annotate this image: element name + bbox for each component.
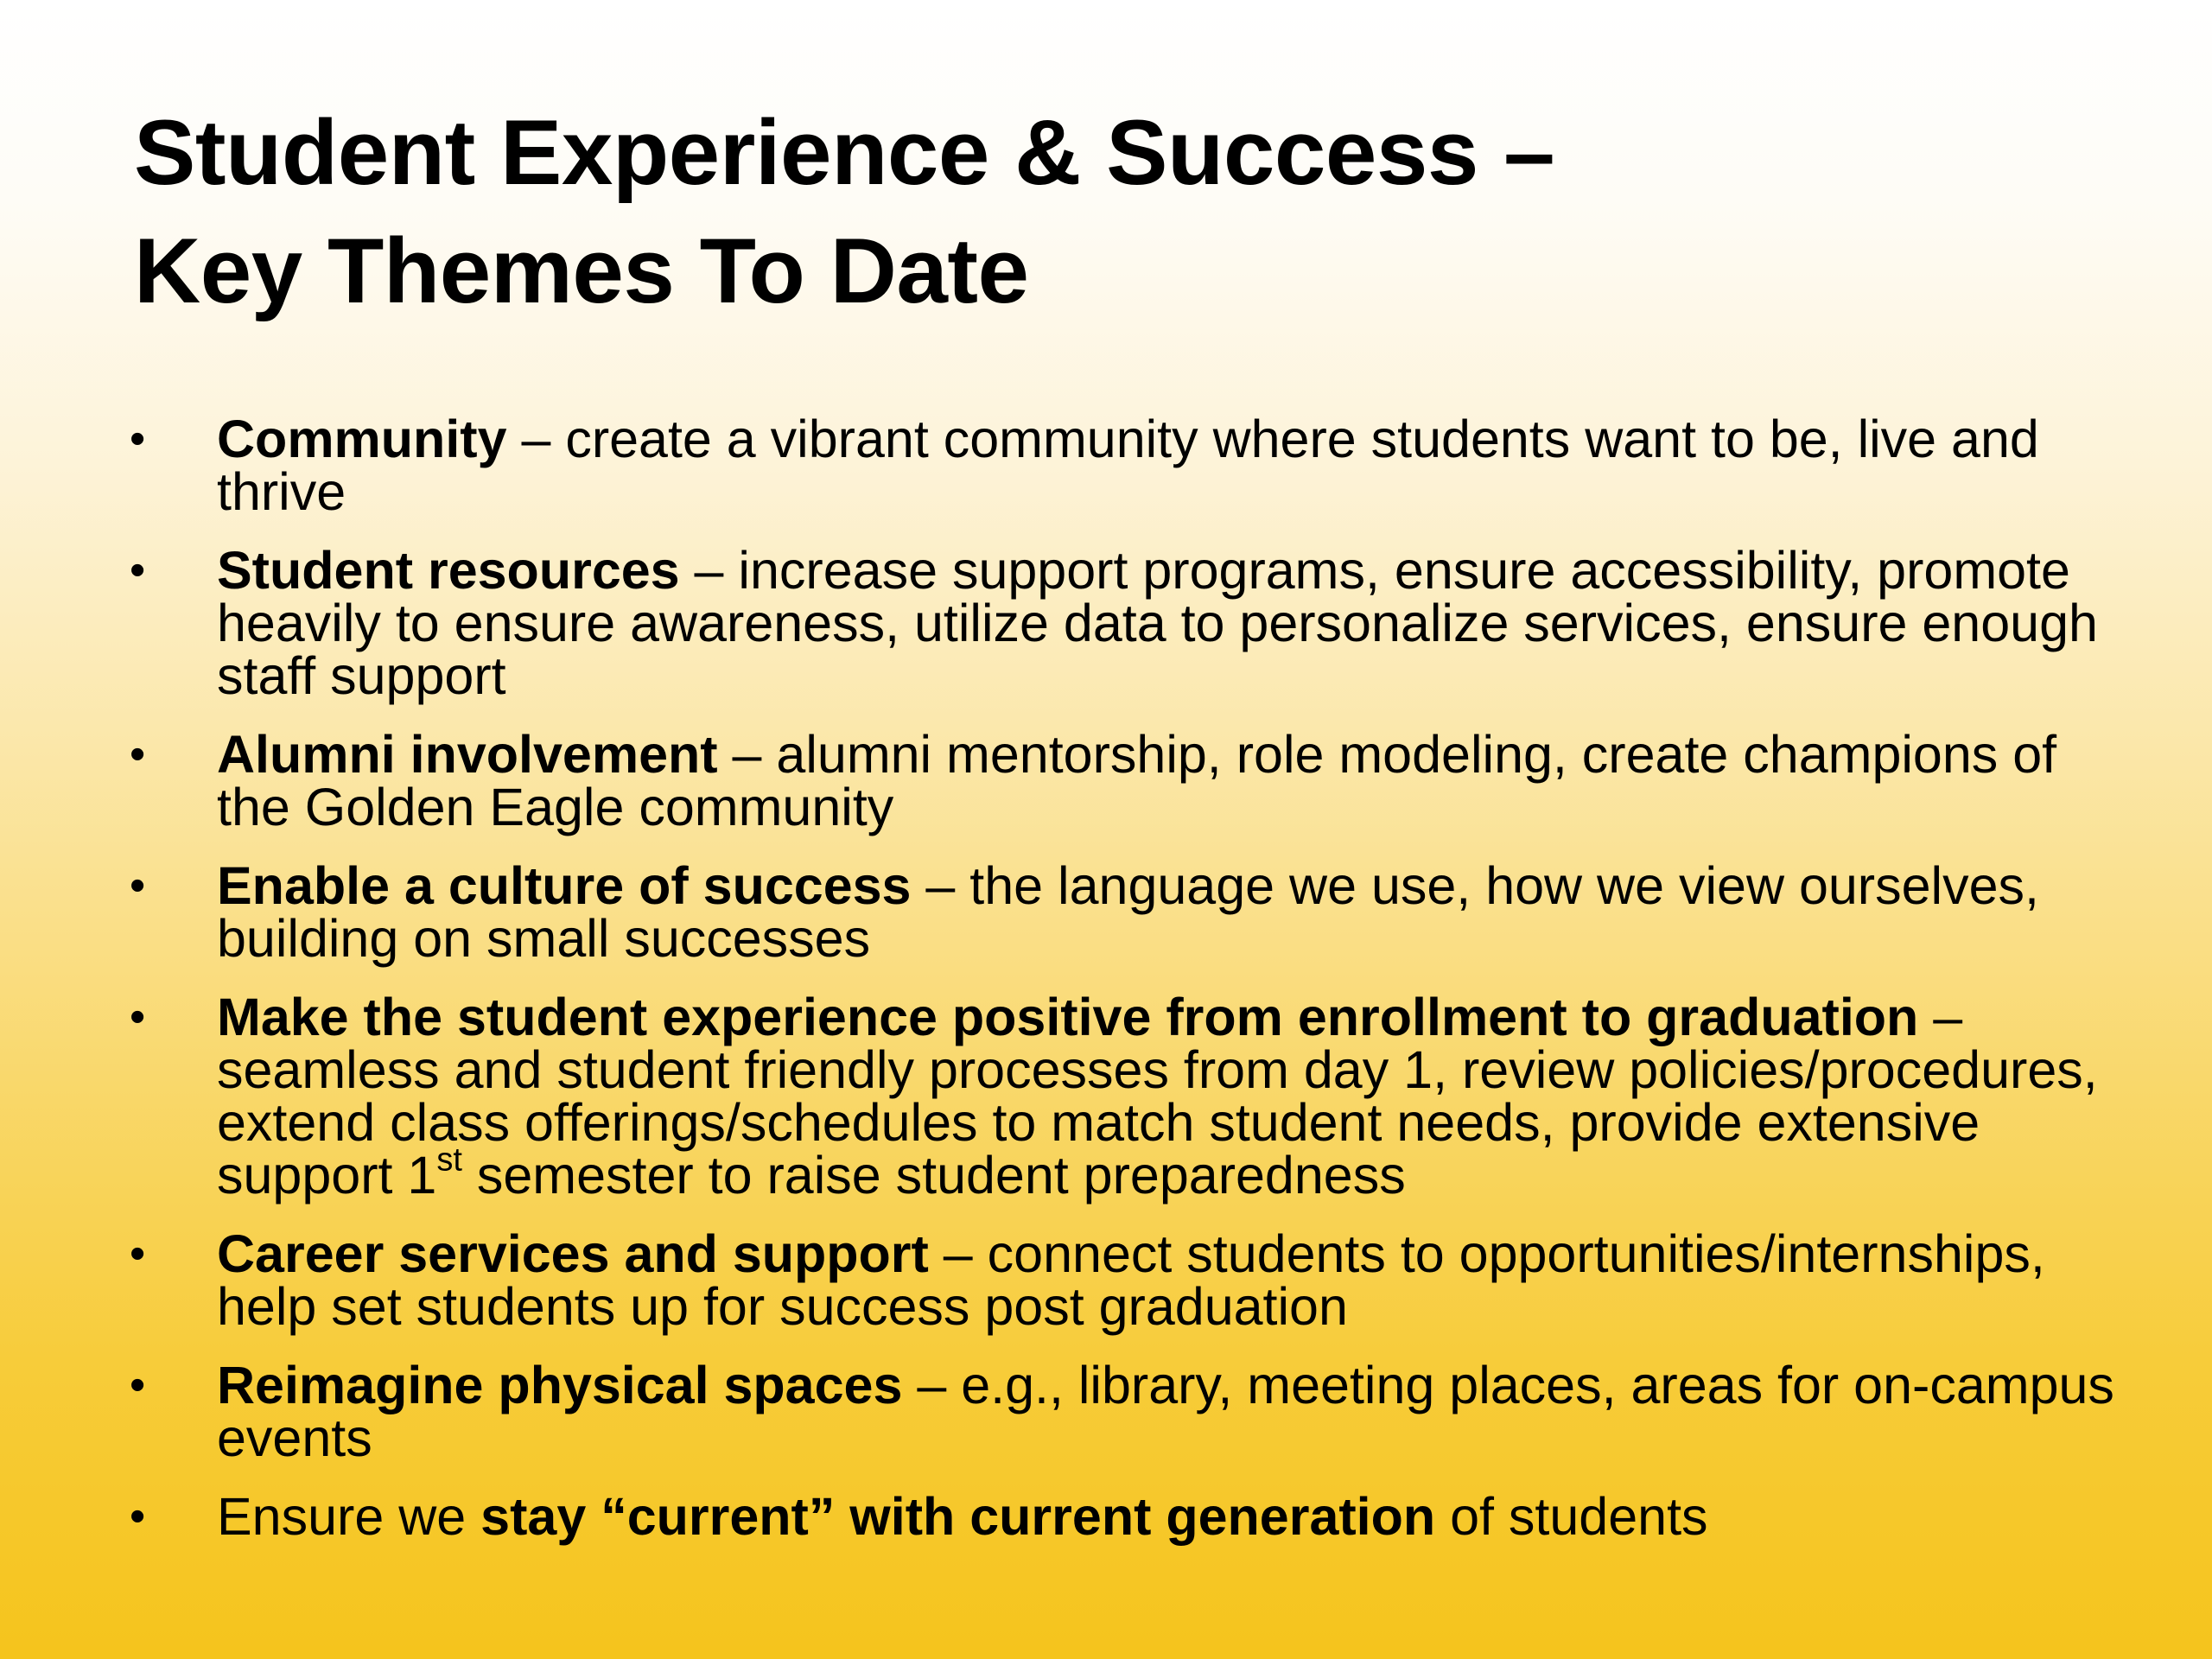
bullet-heading: stay “current” with current generation — [480, 1487, 1436, 1546]
bullet-heading: Community — [217, 410, 507, 468]
bullet-item-stay-current — [130, 1487, 2143, 1546]
bullet-heading: Career services and support — [217, 1224, 929, 1283]
bullet-superscript: st — [436, 1141, 462, 1179]
bullet-text: – create a vibrant community where students want to be, live and thrive — [217, 410, 2039, 521]
bullet-icon: • — [130, 1229, 146, 1279]
bullet-text: – increase support programs, ensure accessibility, promote heavily to ensure awareness, utilize data to personalize services, ensure enough staff support — [217, 541, 2098, 705]
slide-title-line-2: Key Themes To Date — [134, 219, 1029, 322]
bullet-text: of students — [1435, 1487, 1708, 1546]
bullet-text-lead: Ensure we — [217, 1487, 481, 1546]
bullet-icon: • — [130, 414, 146, 464]
bullet-text: – connect students to opportunities/internships, help set students up for success post graduation — [217, 1224, 2045, 1336]
bullet-item-alumni-involvement — [130, 725, 2143, 836]
bullet-text: – alumni mentorship, role modeling, create champions of the Golden Eagle community — [217, 725, 2057, 836]
bullet-heading: Reimagine physical spaces — [217, 1356, 903, 1414]
bullet-heading: Student resources — [217, 541, 680, 600]
slide-title — [134, 93, 2121, 330]
bullet-item-culture-of-success — [130, 856, 2143, 968]
bullet-icon: • — [130, 729, 146, 779]
bullet-item-student-experience — [130, 988, 2143, 1205]
bullet-item-physical-spaces — [130, 1356, 2143, 1467]
bullet-item-community — [130, 410, 2143, 521]
bullet-text: – the language we use, how we view ourselves, building on small successes — [217, 856, 2039, 968]
bullet-heading: Enable a culture of success — [217, 856, 912, 915]
bullet-icon: • — [130, 1491, 146, 1541]
bullet-heading: Make the student experience positive from enrollment to graduation — [217, 988, 1919, 1046]
bullet-icon: • — [130, 1360, 146, 1410]
bullet-heading: Alumni involvement — [217, 725, 718, 784]
bullet-icon: • — [130, 545, 146, 595]
bullet-text: – seamless and student friendly processes from day 1, review policies/procedures, extend class offerings/schedules to match student needs, provide extensive support 1 — [217, 988, 2098, 1205]
bullet-text-continued: semester to raise student preparedness — [461, 1146, 1406, 1205]
bullet-item-career-services — [130, 1224, 2143, 1336]
bullet-list — [130, 410, 2143, 1569]
bullet-item-student-resources — [130, 541, 2143, 705]
bullet-text: – e.g., library, meeting places, areas for on-campus events — [217, 1356, 2114, 1467]
bullet-icon: • — [130, 861, 146, 911]
bullet-icon: • — [130, 992, 146, 1042]
slide-title-line-1: Student Experience & Success – — [134, 100, 1555, 204]
